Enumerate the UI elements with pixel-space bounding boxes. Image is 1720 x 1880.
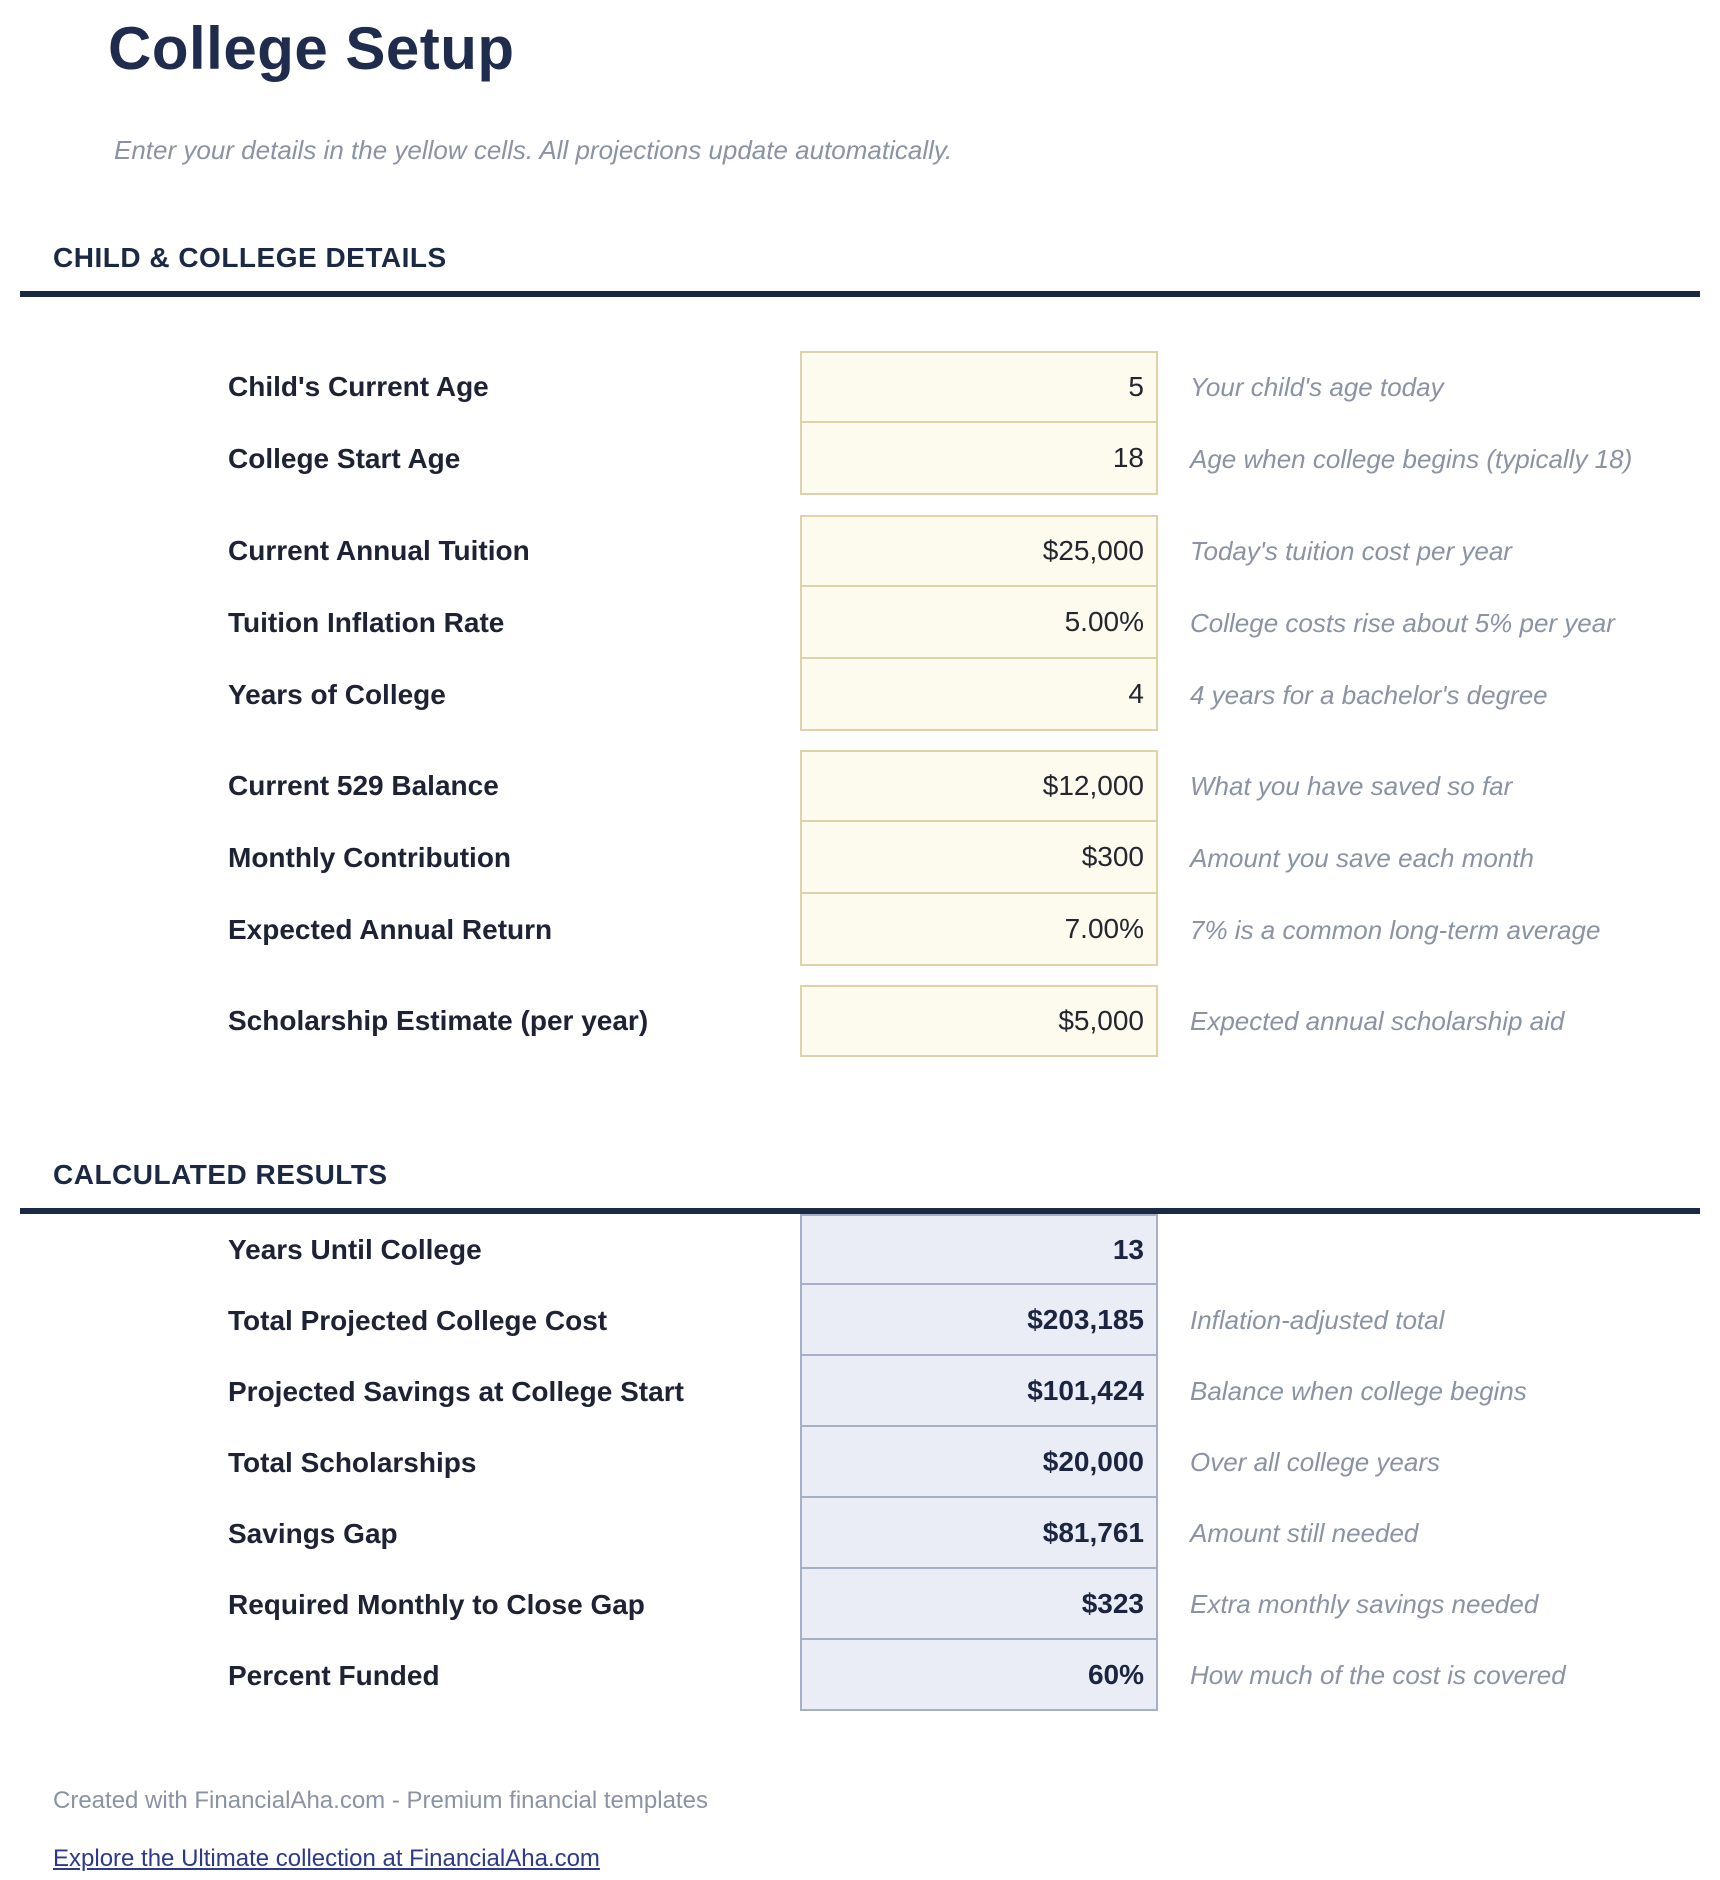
- input-row: [0, 894, 1720, 966]
- result-label: Required Monthly to Close Gap: [228, 1588, 645, 1620]
- percent-funded-cell: 60%: [800, 1640, 1158, 1711]
- input-group-scholarship: [0, 985, 1720, 1057]
- childs-current-age-cell[interactable]: 5: [800, 351, 1158, 423]
- result-hint: How much of the cost is covered: [1190, 1660, 1566, 1690]
- field-hint: Your child's age today: [1190, 371, 1444, 402]
- field-hint: 7% is a common long-term average: [1190, 914, 1601, 945]
- result-row: [0, 1356, 1720, 1427]
- input-row: [0, 659, 1720, 731]
- result-row: [0, 1569, 1720, 1640]
- result-hint: Over all college years: [1190, 1447, 1440, 1477]
- scholarship-estimate-cell[interactable]: $5,000: [800, 985, 1158, 1057]
- current-529-balance-cell[interactable]: $12,000: [800, 750, 1158, 822]
- result-row: [0, 1640, 1720, 1711]
- field-label: Tuition Inflation Rate: [228, 607, 505, 638]
- monthly-contribution-cell[interactable]: $300: [800, 822, 1158, 894]
- field-label: Current Annual Tuition: [228, 535, 530, 566]
- input-row: [0, 750, 1720, 822]
- tuition-inflation-rate-cell[interactable]: 5.00%: [800, 587, 1158, 659]
- expected-annual-return-cell[interactable]: 7.00%: [800, 894, 1158, 966]
- result-label: Percent Funded: [228, 1659, 440, 1691]
- result-row: [0, 1498, 1720, 1569]
- footer-credit: Created with FinancialAha.com - Premium financial templates: [53, 1787, 708, 1814]
- page-subtitle: Enter your details in the yellow cells. All projections update automatically.: [114, 135, 953, 165]
- current-annual-tuition-cell[interactable]: $25,000: [800, 515, 1158, 587]
- result-label: Total Projected College Cost: [228, 1304, 608, 1336]
- field-hint: 4 years for a bachelor's degree: [1190, 679, 1548, 710]
- input-row: [0, 822, 1720, 894]
- college-start-age-cell[interactable]: 18: [800, 423, 1158, 495]
- field-hint: What you have saved so far: [1190, 770, 1513, 801]
- input-row: [0, 423, 1720, 495]
- field-hint: College costs rise about 5% per year: [1190, 607, 1615, 638]
- field-label: Years of College: [228, 679, 446, 710]
- section-title-child-college-details: CHILD & COLLEGE DETAILS: [53, 242, 447, 273]
- result-row: [0, 1285, 1720, 1356]
- footer-link[interactable]: Explore the Ultimate collection at FinancialAha.com: [53, 1845, 600, 1872]
- savings-gap-cell: $81,761: [800, 1498, 1158, 1569]
- input-group-ages: [0, 351, 1720, 495]
- input-row: [0, 515, 1720, 587]
- years-until-college-cell: 13: [800, 1214, 1158, 1285]
- result-row: [0, 1214, 1720, 1285]
- field-label: Monthly Contribution: [228, 842, 512, 873]
- projected-savings-at-college-start-cell: $101,424: [800, 1356, 1158, 1427]
- section-title-calculated-results: CALCULATED RESULTS: [53, 1159, 388, 1190]
- field-hint: Age when college begins (typically 18): [1190, 443, 1633, 474]
- result-hint: Balance when college begins: [1190, 1376, 1527, 1406]
- field-label: Expected Annual Return: [228, 914, 553, 945]
- field-label: Scholarship Estimate (per year): [228, 1005, 649, 1036]
- input-row: [0, 587, 1720, 659]
- input-row: [0, 985, 1720, 1057]
- input-group-tuition: [0, 515, 1720, 731]
- result-label: Total Scholarships: [228, 1446, 477, 1478]
- result-hint: Amount still needed: [1190, 1518, 1419, 1548]
- input-row: [0, 351, 1720, 423]
- field-label: Current 529 Balance: [228, 770, 499, 801]
- section-divider: [20, 291, 1700, 297]
- result-hint: Inflation-adjusted total: [1190, 1305, 1445, 1335]
- result-row: [0, 1427, 1720, 1498]
- result-hint: Extra monthly savings needed: [1190, 1589, 1539, 1619]
- total-projected-college-cost-cell: $203,185: [800, 1285, 1158, 1356]
- result-label: Projected Savings at College Start: [228, 1375, 684, 1407]
- years-of-college-cell[interactable]: 4: [800, 659, 1158, 731]
- field-hint: Amount you save each month: [1190, 842, 1534, 873]
- input-group-savings: [0, 750, 1720, 966]
- page-title: College Setup: [108, 15, 515, 82]
- result-label: Savings Gap: [228, 1517, 398, 1549]
- field-hint: Expected annual scholarship aid: [1190, 1005, 1565, 1036]
- field-hint: Today's tuition cost per year: [1190, 535, 1512, 566]
- result-label: Years Until College: [228, 1233, 482, 1265]
- field-label: College Start Age: [228, 443, 461, 474]
- results-table: [0, 1214, 1720, 1711]
- required-monthly-to-close-gap-cell: $323: [800, 1569, 1158, 1640]
- field-label: Child's Current Age: [228, 371, 489, 402]
- total-scholarships-cell: $20,000: [800, 1427, 1158, 1498]
